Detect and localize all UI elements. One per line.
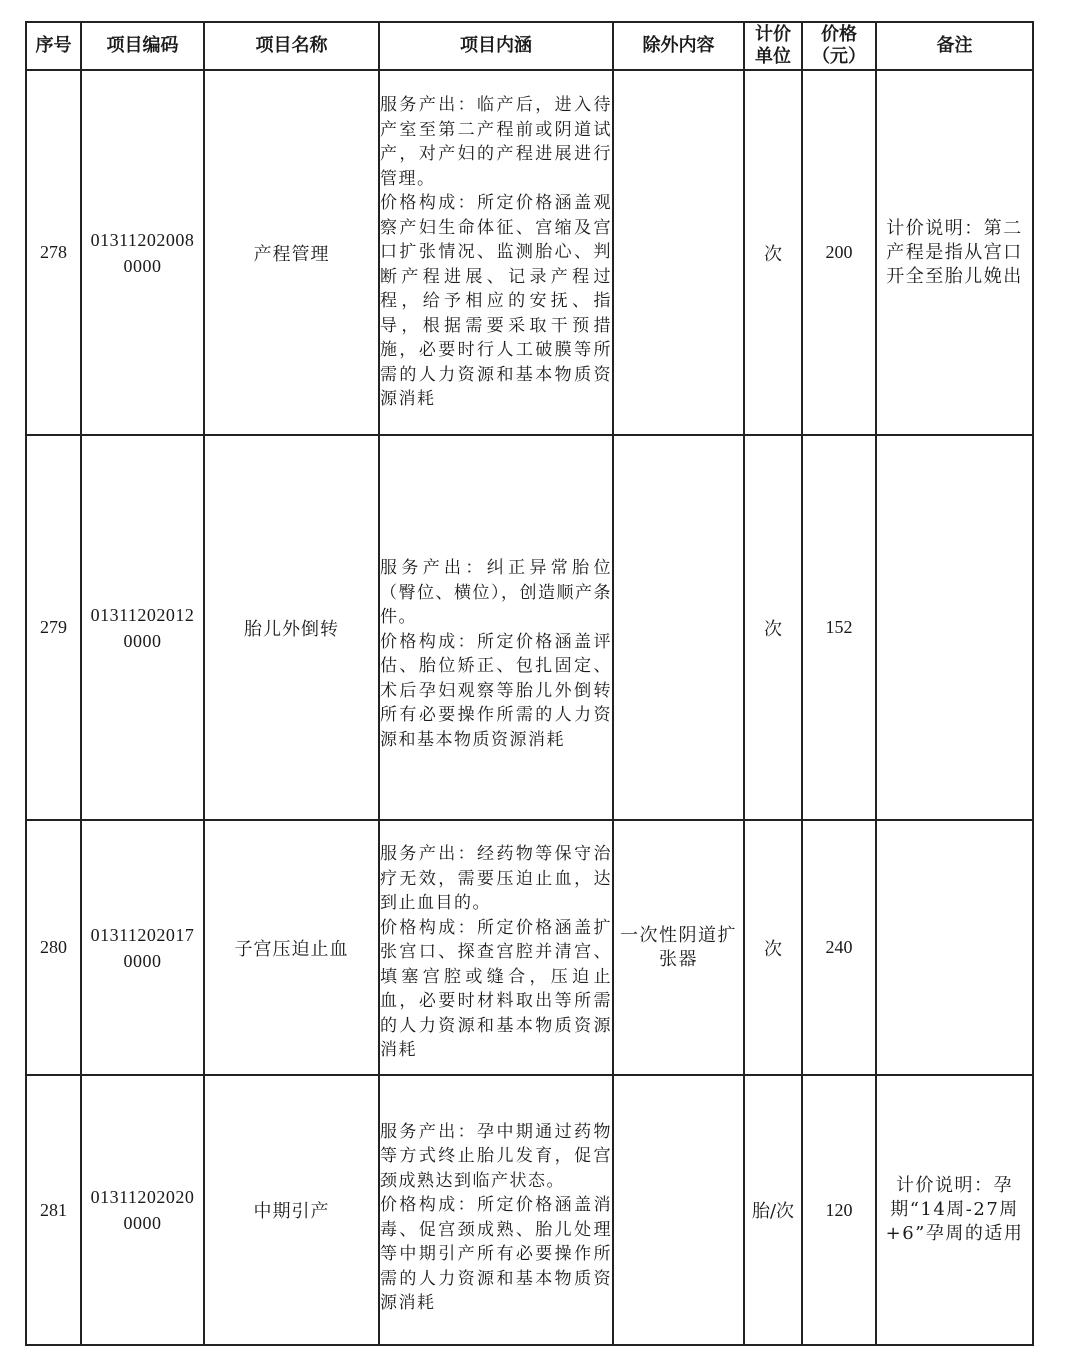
row-code-line2: 0000 — [123, 950, 162, 971]
row-price-composition: 价格构成：所定价格涵盖消毒、促宫颈成熟、胎儿处理等中期引产所有必要操作所需的人力资源和基本物质资源消耗 — [380, 1195, 612, 1313]
row-code-line2: 0000 — [123, 1213, 162, 1233]
header-unit — [744, 22, 802, 70]
row-seq: 279 — [26, 435, 81, 820]
row-name: 中期引产 — [204, 1075, 379, 1345]
row-code-line2: 0000 — [123, 255, 162, 276]
table-row — [26, 820, 1033, 1075]
row-content — [379, 70, 613, 435]
row-price-composition: 价格构成：所定价格涵盖扩张宫口、探查宫腔并清宫、填塞宫腔或缝合，压迫止血，必要时材料取出等所需的人力资源和基本物质资源消耗 — [380, 917, 612, 1061]
header-price — [802, 22, 876, 70]
header-name: 项目名称 — [204, 22, 379, 70]
row-name: 产程管理 — [204, 70, 379, 435]
row-remark: 计价说明：孕期“14周-27周+6”孕周的适用 — [876, 1075, 1033, 1345]
row-unit: 次 — [744, 820, 802, 1075]
row-code-line1: 01311202017 — [90, 924, 195, 945]
row-code — [81, 1075, 204, 1345]
row-content — [379, 1075, 613, 1345]
table-header-row — [26, 22, 1033, 70]
table-row — [26, 70, 1033, 435]
header-unit-line1: 计价 — [755, 24, 791, 45]
row-price-composition: 价格构成：所定价格涵盖观察产妇生命体征、宫缩及宫口扩张情况、监测胎心、判断产程进展、记录产程过程，给予相应的安抚、指导，根据需要采取干预措施，必要时行人工破膜等所需的人力资源和基本物质资源消耗 — [380, 193, 612, 410]
row-excluded — [613, 1075, 744, 1345]
header-code: 项目编码 — [81, 22, 204, 70]
table-row — [26, 1075, 1033, 1345]
row-price: 120 — [802, 1075, 876, 1345]
row-service-output: 服务产出：纠正异常胎位（臀位、横位），创造顺产条件。 — [380, 558, 612, 627]
row-service-output: 服务产出：经药物等保守治疗无效，需要压迫止血，达到止血目的。 — [380, 844, 612, 914]
row-code-line1: 01311202020 — [90, 1187, 195, 1207]
row-excluded — [613, 70, 744, 435]
row-seq: 280 — [26, 820, 81, 1075]
row-excluded — [613, 435, 744, 820]
row-code — [81, 435, 204, 820]
row-code-line1: 01311202012 — [90, 604, 195, 625]
row-name: 胎儿外倒转 — [204, 435, 379, 820]
header-price-line1: 价格 — [821, 24, 857, 45]
row-content — [379, 820, 613, 1075]
row-excluded: 一次性阴道扩张器 — [613, 820, 744, 1075]
header-content: 项目内涵 — [379, 22, 613, 70]
row-unit: 次 — [744, 435, 802, 820]
row-price: 200 — [802, 70, 876, 435]
row-remark — [876, 435, 1033, 820]
row-price-composition: 价格构成：所定价格涵盖评估、胎位矫正、包扎固定、术后孕妇观察等胎儿外倒转所有必要操作所需的人力资源和基本物质资源消耗 — [380, 631, 612, 750]
row-name: 子宫压迫止血 — [204, 820, 379, 1075]
price-table — [25, 21, 1034, 1346]
header-unit-line2: 单位 — [755, 46, 791, 67]
header-seq: 序号 — [26, 22, 81, 70]
header-price-line2: （元） — [812, 46, 866, 67]
row-code-line2: 0000 — [123, 630, 162, 651]
row-service-output: 服务产出：孕中期通过药物等方式终止胎儿发育，促宫颈成熟达到临产状态。 — [380, 1121, 612, 1191]
row-code — [81, 70, 204, 435]
row-unit: 胎/次 — [744, 1075, 802, 1345]
row-price: 152 — [802, 435, 876, 820]
row-unit: 次 — [744, 70, 802, 435]
table-row — [26, 435, 1033, 820]
row-code-line1: 01311202008 — [90, 229, 195, 250]
header-remark: 备注 — [876, 22, 1033, 70]
row-service-output: 服务产出：临产后，进入待产室至第二产程前或阴道试产，对产妇的产程进展进行管理。 — [380, 95, 612, 189]
row-code — [81, 820, 204, 1075]
header-excluded: 除外内容 — [613, 22, 744, 70]
row-seq: 278 — [26, 70, 81, 435]
row-content — [379, 435, 613, 820]
row-remark — [876, 820, 1033, 1075]
row-seq: 281 — [26, 1075, 81, 1345]
row-remark: 计价说明：第二产程是指从宫口开全至胎儿娩出 — [876, 70, 1033, 435]
row-price: 240 — [802, 820, 876, 1075]
